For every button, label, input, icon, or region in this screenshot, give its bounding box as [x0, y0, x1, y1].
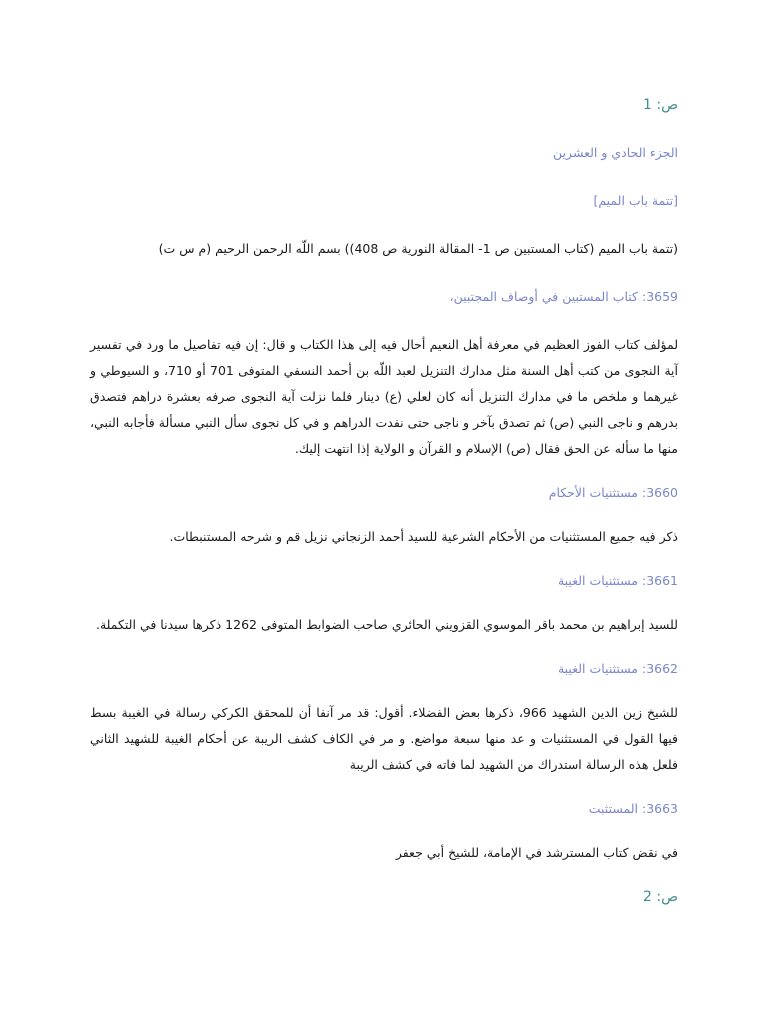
entry: [90, 480, 678, 550]
entry: [90, 284, 678, 462]
entry-body: ذكر فيه جميع المستثنيات من الأحكام الشرعية للسيد أحمد الزنجاني نزيل قم و شرحه المستنبطات.: [169, 529, 678, 544]
entry: [90, 568, 678, 638]
page-marker: ص: 1: [642, 97, 678, 113]
entry-body: للسيد إبراهيم بن محمد باقر الموسوي القزويني الحائري صاحب الضوابط المتوفى 1262 ذكرها سيدنا في التكملة.: [95, 617, 678, 632]
intro-line: (تتمة باب الميم (كتاب المستبين ص 1- المقالة النورية ص 408)) بسم اللّه الرحمن الرحيم (م س ت): [158, 241, 678, 256]
entry-body: في نقض كتاب المسترشد في الإمامة، للشيخ أبي جعفر: [395, 845, 678, 860]
bracket-heading: [تتمة باب الميم]: [593, 193, 678, 208]
entry: [90, 656, 678, 778]
entry-heading: 3660: مستثنيات الأحكام: [548, 485, 678, 500]
entry-heading: 3661: مستثنيات الغيبة: [557, 573, 678, 588]
entry-heading: 3662: مستثنيات الغيبة: [557, 661, 678, 676]
entry: [90, 796, 678, 866]
entry-body: للشيخ زين الدين الشهيد 966، ذكرها بعض الفضلاء. أقول: قد مر آنفا أن للمحقق الكركي رسالة في الغيبة بسط فيها القول في المستثنيات و عد منها سبعة مواضع. و مر في الكاف كشف الريبة عن أحكام الغيبة للشهيد الثاني فلعل هذه الرسالة استدراك من الشهيد لما فاته في كشف الريبة: [90, 705, 678, 772]
page-marker: ص: 2: [642, 889, 678, 905]
entry-body: لمؤلف كتاب الفوز العظيم في معرفة أهل النعيم أحال فيه إلى هذا الكتاب و قال: إن فيه تفاصيل ما ورد في تفسير آية النجوى من كتب أهل السنة مثل مدارك التنزيل لعبد اللّه بن أحمد النسفي المتوفى 701 أو 710، و السيوطي و غيرهما و ملخص ما في مدارك التنزيل أنه كان لعلي (ع) دينار فلما نزلت آية النجوى صرفه بعشرة دراهم فتصدق بدرهم و ناجى النبي (ص) ثم تصدق بآخر و ناجى حتى نفدت الدراهم و في كل نجوى سأل النبي مسألة فأجابه النبي، منها ما سأله عن الحق فقال (ص) الإسلام و القرآن و الولاية إذا انتهت إليك.: [90, 337, 678, 456]
part-heading: الجزء الحادي و العشرين: [553, 145, 678, 160]
entry-heading: 3663: المستثبت: [588, 801, 678, 816]
entry-heading: 3659: كتاب المستبين في أوصاف المجتبين،: [449, 289, 678, 304]
